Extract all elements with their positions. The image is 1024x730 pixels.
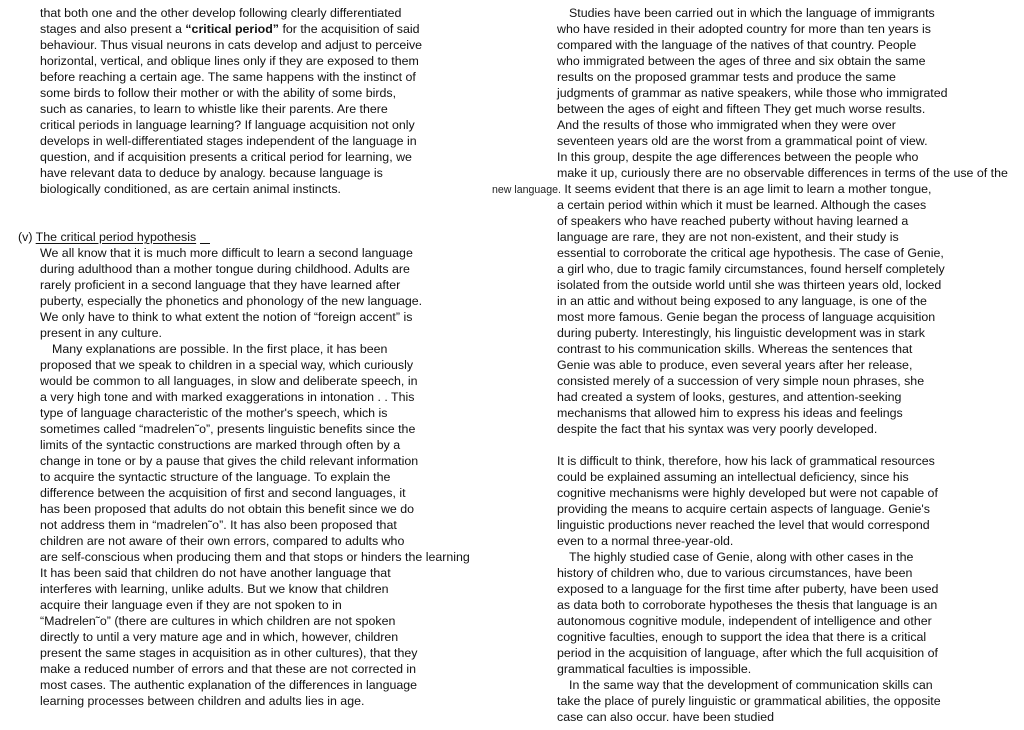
left-p3-line-1: Many explanations are possible. In the first place, it has been <box>52 342 388 356</box>
right-p1-line-3: compared with the language of the natives of that country. People <box>557 38 917 52</box>
left-p1-line-11: have relevant data to deduce by analogy. because language is <box>40 166 383 180</box>
right-p2-line-2: could be explained assuming an intellectual deficiency, since his <box>557 470 909 484</box>
right-p1-line-7: between the ages of eight and fifteen They get much worse results. <box>557 102 926 116</box>
right-p1-line-15: language are rare, they are not non-existent, and their study is <box>557 230 899 244</box>
heading-underline-extension <box>200 243 210 244</box>
right-p3-line-1: The highly studied case of Genie, along with other cases in the <box>569 550 914 564</box>
right-p2-line-5: linguistic productions never reached the level that would correspond <box>557 518 930 532</box>
left-p3-line-21: make a reduced number of errors and that these are not corrected in <box>40 662 417 676</box>
left-p1-line-4: horizontal, vertical, and oblique lines only if they are exposed to them <box>40 54 419 68</box>
left-p1-line-3: behaviour. Thus visual neurons in cats develop and adjust to perceive <box>40 38 423 52</box>
left-p2-line-1: We all know that it is much more difficult to learn a second language <box>40 246 413 260</box>
left-p1-line-9: develops in well-differentiated stages independent of the language in <box>40 134 417 148</box>
left-p3-line-16: interferes with learning, unlike adults. But we know that children <box>40 582 389 596</box>
right-p1-line-26: mechanisms that allowed him to express his ideas and feelings <box>557 406 903 420</box>
right-p1-line-2: who have resided in their adopted country for more than ten years is <box>557 22 931 36</box>
left-p3-line-18: “Madrelen˜o” (there are cultures in which children are not spoken <box>40 614 396 628</box>
right-p1-line-18: isolated from the outside world until she was thirteen years old, locked <box>557 278 942 292</box>
right-p1-line-22: contrast to his communication skills. Whereas the sentences that <box>557 342 913 356</box>
right-p3-line-2: history of children who, due to various circumstances, have been <box>557 566 913 580</box>
right-p1-line-21: during puberty. Interestingly, his linguistic development was in stark <box>557 326 925 340</box>
right-p2-line-4: providing the means to acquire certain aspects of language. Genie's <box>557 502 930 516</box>
right-p3-line-4: as data both to corroborate hypotheses the thesis that language is an <box>557 598 938 612</box>
left-p3-line-13: children are not aware of their own errors, compared to adults who <box>40 534 405 548</box>
left-p3-line-23: learning processes between children and adults lies in age. <box>40 694 365 708</box>
text-run: for the acquisition of said <box>279 22 420 36</box>
left-p2-line-4: puberty, especially the phonetics and phonology of the new language. <box>40 294 423 308</box>
right-p1-line-9: seventeen years old are the worst from a grammatical point of view. <box>557 134 928 148</box>
left-p3-line-20: present the same stages in acquisition as in other cultures), that they <box>40 646 418 660</box>
right-p1-line-24: consisted merely of a succession of very simple noun phrases, she <box>557 374 925 388</box>
left-p3-line-8: change in tone or by a pause that gives the child relevant information <box>40 454 419 468</box>
right-p1-line-27: despite the fact that his syntax was very poorly developed. <box>557 422 878 436</box>
section-title: The critical period hypothesis <box>35 230 197 244</box>
left-p3-line-2: proposed that we speak to children in a special way, which curiously <box>40 358 414 372</box>
left-p3-line-6: sometimes called “madrelen˜o”, presents linguistic benefits since the <box>40 422 416 436</box>
left-p2-line-3: rarely proficient in a second language that they have learned after <box>40 278 401 292</box>
right-p4-line-2: take the place of purely linguistic or grammatical abilities, the opposite <box>557 694 941 708</box>
left-p1-line-12: biologically conditioned, as are certain animal instincts. <box>40 182 341 196</box>
right-p1-line-8: And the results of those who immigrated when they were over <box>557 118 896 132</box>
right-p3-line-6: cognitive faculties, enough to support the idea that there is a critical <box>557 630 927 644</box>
left-p3-line-14: are self-conscious when producing them and that stops or hinders the learning <box>40 550 470 564</box>
left-p1-line-10: question, and if acquisition presents a critical period for learning, we <box>40 150 412 164</box>
right-p1-line-23: Genie was able to produce, even several years after her release, <box>557 358 913 372</box>
left-p3-line-7: limits of the syntactic constructions are marked through often by a <box>40 438 401 452</box>
critical-period-term: “critical period” <box>185 22 280 36</box>
text-run: It seems evident that there is an age limit to learn a mother tongue, <box>560 182 932 196</box>
left-p3-line-5: type of language characteristic of the mother's speech, which is <box>40 406 388 420</box>
left-p1-line-8: critical periods in language learning? If language acquisition not only <box>40 118 415 132</box>
left-p1-line-1: that both one and the other develop following clearly differentiated <box>40 6 402 20</box>
left-p3-line-19: directly to until a very mature age and in which, however, children <box>40 630 399 644</box>
left-p1-line-6: some birds to follow their mother or with the ability of some birds, <box>40 86 397 100</box>
left-p2-line-5: We only have to think to what extent the notion of “foreign accent” is <box>40 310 413 324</box>
right-p1-line-6: judgments of grammar as native speakers, while those who immigrated <box>557 86 948 100</box>
right-p1-line-4: who immigrated between the ages of three and six obtain the same <box>557 54 926 68</box>
left-p2-line-6: present in any culture. <box>40 326 162 340</box>
new-language-fragment: new language. <box>492 184 561 196</box>
left-p3-line-15: It has been said that children do not have another language that <box>40 566 391 580</box>
right-p1-line-5: results on the proposed grammar tests and produce the same <box>557 70 896 84</box>
text-run: stages and also present a <box>40 22 182 36</box>
right-p3-line-8: grammatical faculties is impossible. <box>557 662 752 676</box>
left-p1-line-5: before reaching a certain age. The same happens with the instinct of <box>40 70 416 84</box>
right-p1-line-14: of speakers who have reached puberty without having learned a <box>557 214 909 228</box>
section-number: (v) <box>18 230 36 244</box>
right-p4-line-1: In the same way that the development of communication skills can <box>569 678 933 692</box>
right-p1-line-20: most more famous. Genie began the process of language acquisition <box>557 310 936 324</box>
left-p1-line-7: such as canaries, to learn to whistle like their parents. Are there <box>40 102 388 116</box>
left-p3-line-3: would be common to all languages, in slow and deliberate speech, in <box>40 374 418 388</box>
left-p3-line-22: most cases. The authentic explanation of the differences in language <box>40 678 418 692</box>
right-p1-line-25: had created a system of looks, gestures, and attention-seeking <box>557 390 902 404</box>
left-p1-line-2 <box>40 21 420 37</box>
right-p1-line-13: a certain period within which it must be learned. Although the cases <box>557 198 927 212</box>
right-p1-line-16: essential to corroborate the critical age hypothesis. The case of Genie, <box>557 246 944 260</box>
section-heading <box>18 229 196 245</box>
left-p3-line-9: to acquire the syntactic structure of the language. To explain the <box>40 470 391 484</box>
right-p2-line-3: cognitive mechanisms were highly developed but were not capable of <box>557 486 938 500</box>
right-p2-line-1: It is difficult to think, therefore, how his lack of grammatical resources <box>557 454 935 468</box>
left-p3-line-4: a very high tone and with marked exaggerations in intonation . . This <box>40 390 415 404</box>
right-p4-line-3: case can also occur. have been studied <box>557 710 774 724</box>
right-p1-line-10: In this group, despite the age differences between the people who <box>557 150 919 164</box>
right-p2-line-6: even to a normal three-year-old. <box>557 534 734 548</box>
left-p2-line-2: during adulthood than a mother tongue during childhood. Adults are <box>40 262 410 276</box>
right-p1-line-19: in an attic and without being exposed to any language, is one of the <box>557 294 927 308</box>
left-p3-line-10: difference between the acquisition of first and second languages, it <box>40 486 406 500</box>
right-p3-line-3: exposed to a language for the first time after puberty, have been used <box>557 582 939 596</box>
right-p3-line-5: autonomous cognitive module, independent of intelligence and other <box>557 614 932 628</box>
left-p3-line-12: not address them in “madrelen˜o”. It has also been proposed that <box>40 518 397 532</box>
right-p1-line-11: make it up, curiously there are no observable differences in terms of the use of the <box>557 166 1008 180</box>
left-p3-line-17: acquire their language even if they are not spoken to in <box>40 598 342 612</box>
right-p1-line-17: a girl who, due to tragic family circumstances, found herself completely <box>557 262 945 276</box>
right-p1-line-1: Studies have been carried out in which the language of immigrants <box>569 6 935 20</box>
right-p1-line-12 <box>492 181 931 198</box>
right-p3-line-7: period in the acquisition of language, after which the full acquisition of <box>557 646 938 660</box>
left-p3-line-11: has been proposed that adults do not obtain this benefit since we do <box>40 502 415 516</box>
